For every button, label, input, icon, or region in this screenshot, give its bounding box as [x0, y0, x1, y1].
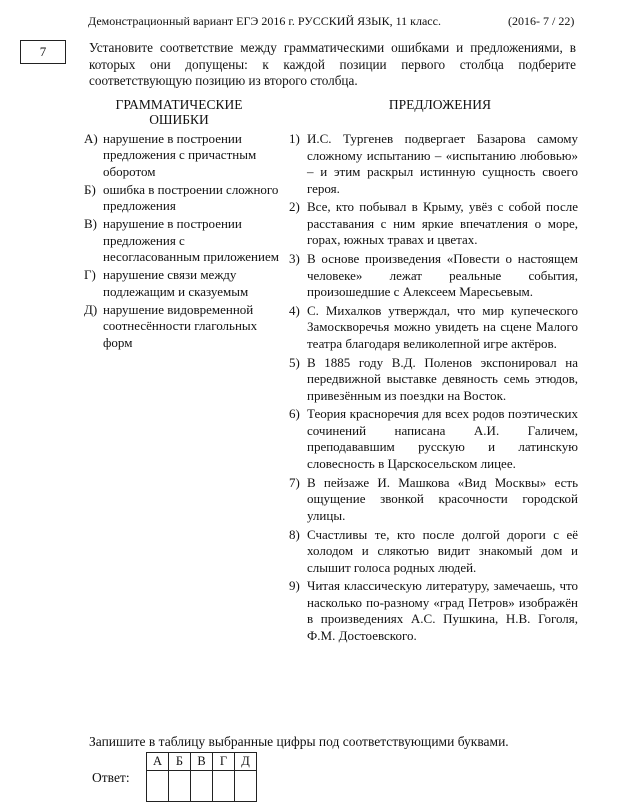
- sentence-text: В пейзаже И. Машкова «Вид Москвы» есть ощущение звонкой красочности городской улицы.: [307, 474, 578, 523]
- sentence-text: И.С. Тургенев подвергает Базарова самому сложному испытанию – «испытанию любовью» – и этим раскрыл истинную сущность своего героя.: [307, 131, 578, 196]
- error-marker: А): [84, 131, 98, 146]
- answer-letter-d: Д: [235, 753, 257, 771]
- sentence-marker: 5): [289, 354, 300, 370]
- sentence-item-3: [289, 251, 578, 301]
- answer-instruction: Запишите в таблицу выбранные цифры под соответствующими буквами.: [89, 734, 509, 749]
- sentence-text: В основе произведения «Повести о настоящем человеке» лежат реальные события, произошедшие с Алексеем Маресьевым.: [307, 251, 578, 300]
- answer-cell-a[interactable]: [147, 771, 169, 802]
- page-header: [88, 14, 575, 29]
- error-marker: Д): [84, 301, 98, 317]
- sentence-marker: 7): [289, 474, 300, 490]
- sentence-item-8: [289, 527, 578, 577]
- error-text: нарушение связи между подлежащим и сказуемым: [103, 267, 249, 299]
- sentence-marker: 6): [289, 406, 300, 422]
- page-number: (2016- 7 / 22): [508, 14, 575, 28]
- errors-column-title: ГРАММАТИЧЕСКИЕ ОШИБКИ: [115, 97, 243, 127]
- task-instruction: Установите соответствие между грамматическими ошибками и предложениями, в которых они допущены: к каждой позиции первого столбца подберите соответствующую позицию из второго столбца.: [89, 40, 576, 88]
- error-item-d: [84, 302, 284, 351]
- sentences-column-title: ПРЕДЛОЖЕНИЯ: [388, 97, 492, 112]
- sentence-text: Читая классическую литературу, замечаешь, что насколько по-разному «град Петров» изображён в произведениях А.С. Пушкина, Н.В. Гоголя, Ф.М. Достоевского.: [307, 578, 578, 643]
- error-text: нарушение в построении предложения с причастным оборотом: [103, 131, 257, 179]
- error-item-a: [84, 131, 284, 180]
- answer-cell-d[interactable]: [235, 771, 257, 802]
- answer-table: [146, 752, 257, 802]
- sentence-text: В 1885 году В.Д. Поленов экспонировал на передвижной выставке девяность семь этюдов, привезённым из поездки на Восток.: [307, 354, 578, 403]
- answer-header-row: [147, 753, 257, 771]
- sentence-item-9: [289, 578, 578, 644]
- sentence-text: Все, кто побывал в Крыму, увёз с собой после расставания с ним яркие впечатления о море, горах, южных травах и цветах.: [307, 199, 578, 248]
- task-number: 7: [20, 40, 66, 64]
- sentences-list: [289, 131, 578, 647]
- answer-label: Ответ:: [92, 770, 130, 785]
- error-item-v: [84, 216, 284, 265]
- sentence-marker: 8): [289, 526, 300, 542]
- answer-cell-g[interactable]: [213, 771, 235, 802]
- sentence-item-4: [289, 303, 578, 353]
- answer-letter-a: А: [147, 753, 169, 771]
- errors-list: [84, 131, 284, 353]
- error-text: нарушение видовременной соотнесённости глагольных форм: [103, 301, 258, 350]
- sentence-item-1: [289, 131, 578, 197]
- sentence-text: Счастливы те, кто после долгой дороги с её холодом и слякотью видит знакомый дом и слышит голоса родных людей.: [307, 526, 578, 575]
- sentence-item-2: [289, 199, 578, 249]
- error-marker: Б): [84, 181, 96, 197]
- sentence-item-5: [289, 355, 578, 405]
- error-text: ошибка в построении сложного предложения: [103, 181, 279, 214]
- answer-cell-v[interactable]: [191, 771, 213, 802]
- sentence-marker: 4): [289, 302, 300, 318]
- header-title: Демонстрационный вариант ЕГЭ 2016 г. РУССКИЙ ЯЗЫК, 11 класс.: [88, 14, 441, 28]
- sentence-marker: 3): [289, 251, 300, 267]
- sentence-marker: 2): [289, 199, 300, 215]
- answer-letter-b: Б: [169, 753, 191, 771]
- sentence-text: С. Михалков утверждал, что мир купеческого Замоскворечья можно увидеть на сцене Малого театра благодаря великолепной игре актёров.: [307, 302, 578, 351]
- sentence-item-7: [289, 475, 578, 525]
- sentence-item-6: [289, 406, 578, 472]
- error-marker: Г): [84, 267, 96, 283]
- sentence-marker: 9): [289, 578, 300, 594]
- answer-cell-b[interactable]: [169, 771, 191, 802]
- error-marker: В): [84, 216, 97, 232]
- answer-letter-g: Г: [213, 753, 235, 771]
- sentence-text: Теория красноречия для всех родов поэтических сочинений написана А.И. Галичем, преподававшим русскую и латинскую словесность в Царскосельском лицее.: [307, 406, 578, 471]
- error-item-g: [84, 267, 284, 300]
- answer-letter-v: В: [191, 753, 213, 771]
- error-text: нарушение в построении предложения с несогласованным приложением: [103, 216, 279, 265]
- answer-input-row: [147, 771, 257, 802]
- error-item-b: [84, 182, 284, 215]
- sentence-marker: 1): [289, 131, 300, 146]
